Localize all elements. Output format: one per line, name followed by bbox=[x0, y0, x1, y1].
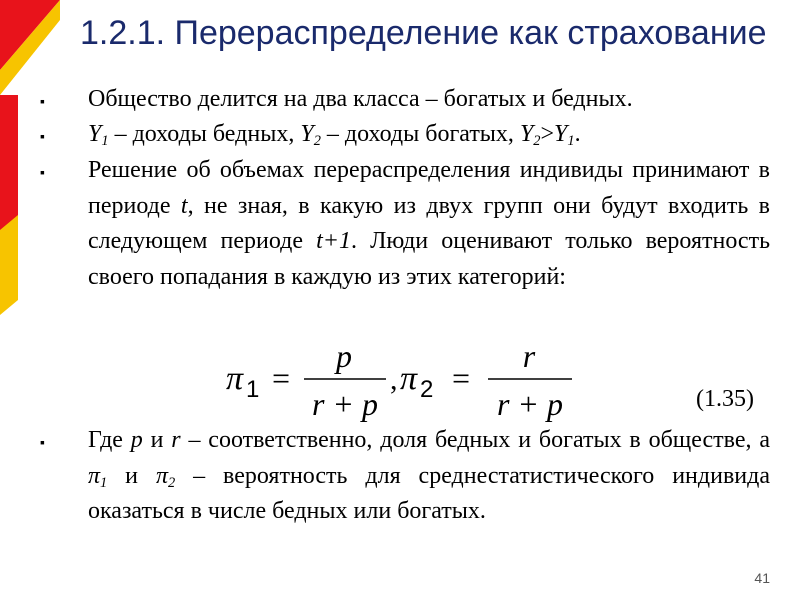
paragraph-definitions: Где p и r – соответственно, доля бедных и богатых в обществе, а $\pi_1$ и $\pi_2$ – вероятность для среднестатистического индивида оказаться в числе бедных или богатых. bbox=[88, 427, 770, 524]
bullet-marker: ▪ bbox=[40, 436, 45, 451]
formula-index1: 1 bbox=[246, 376, 260, 403]
formula-pi1: π bbox=[226, 360, 244, 397]
bullet-marker: ▪ bbox=[40, 166, 45, 181]
formula-number: (1.35) bbox=[696, 386, 754, 412]
formula-denominator2: r + p bbox=[496, 386, 564, 422]
formula-numerator2: r bbox=[522, 338, 536, 374]
paragraph-classes: Общество делится на два класса – богатых и бедных. bbox=[88, 86, 633, 112]
paragraph-incomes: $Y_1$ – доходы бедных, $Y_2$ – доходы богатых, $Y_2>Y_1$. bbox=[88, 121, 581, 149]
formula-equals1: = bbox=[272, 360, 291, 396]
slide-title: 1.2.1. Перераспределение как страхование bbox=[80, 14, 767, 52]
paragraph-decision: Решение об объемах перераспределения индивиды принимают в периоде t, не зная, в какую из двух групп они будут входить в следующем периоде t+1. Люди оценивают только вероятность своего попадания в каждую из этих категорий: bbox=[88, 157, 771, 290]
formula-equals2: = bbox=[452, 360, 471, 396]
formula-numerator1: p bbox=[336, 338, 352, 374]
formula-pi2: π bbox=[400, 360, 418, 397]
bullet-marker: ▪ bbox=[40, 95, 45, 110]
formula-probabilities bbox=[220, 335, 620, 425]
decorative-arrow-graphic bbox=[0, 0, 60, 320]
formula-index2: 2 bbox=[420, 376, 434, 403]
page-number: 41 bbox=[754, 570, 770, 586]
formula-comma: , bbox=[390, 363, 398, 396]
bullet-marker: ▪ bbox=[40, 130, 45, 145]
formula-denominator1: r + p bbox=[311, 386, 379, 422]
